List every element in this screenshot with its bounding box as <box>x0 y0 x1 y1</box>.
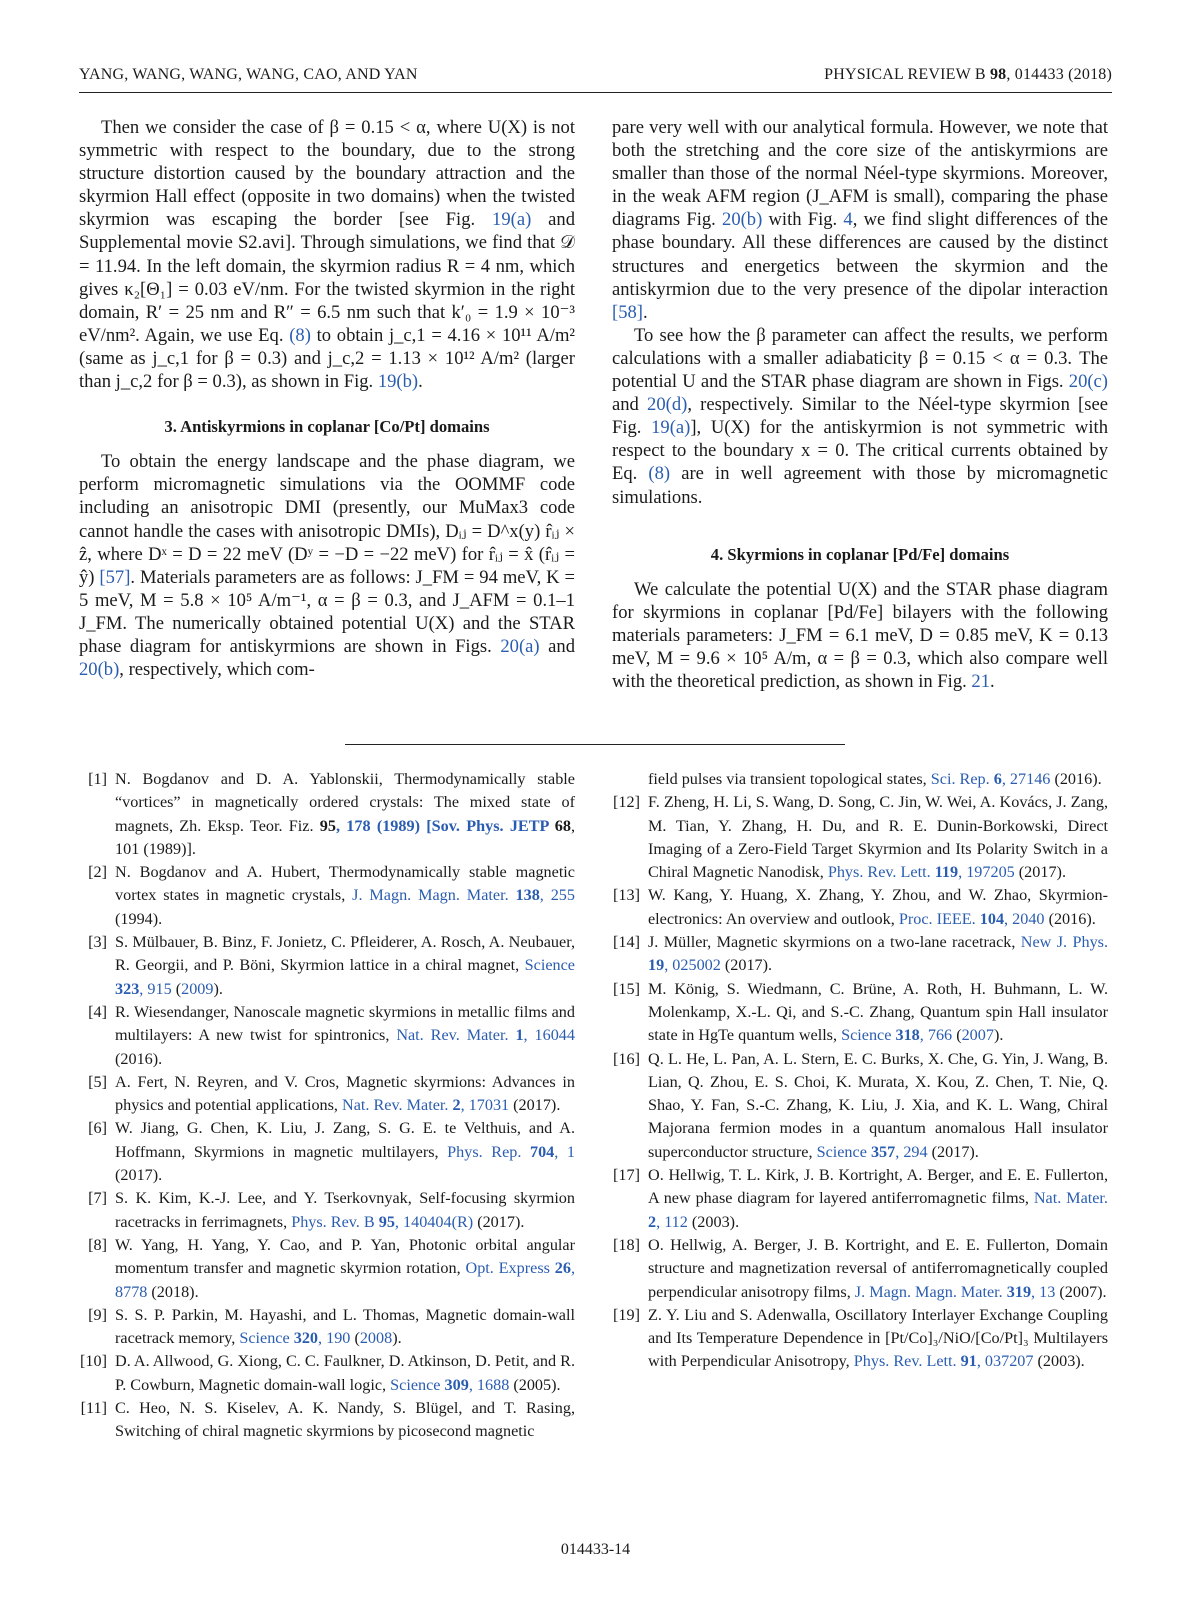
reference-number: [13] <box>613 886 640 905</box>
paragraph-text: pare very well with our analytical formula. However, we note that both the stretching and the core size of the antiskyrmions are smaller than those of the normal Néel-type skyrmions. Moreover, in the weak AFM region (J_AFM is small), comparing the phase diagrams Fig. <box>612 117 1108 231</box>
citation-link[interactable]: New J. Phys. <box>1020 933 1109 952</box>
reference-item <box>612 1304 1108 1374</box>
reference-segment: N. Bogdanov and D. A. Yablonskii, Thermodynamically stable “vortices” in magnetically ordered crystals: The mixed state of magnets, Zh. Eksp. Teor. Fiz. <box>115 770 575 835</box>
reference-item <box>79 1397 575 1444</box>
citation-link[interactable]: , 190 <box>318 1329 351 1348</box>
reference-segment: R. Wiesendanger, Nanoscale magnetic skyrmions in metallic films and multilayers: A new twist for spintronics, <box>115 1002 575 1045</box>
citation-link[interactable]: , 140404(R) <box>394 1212 474 1231</box>
citation-link[interactable]: Opt. Express <box>465 1259 555 1278</box>
reference-item <box>79 1187 575 1234</box>
cross-reference-link[interactable]: 20(b) <box>722 209 763 231</box>
paragraph <box>612 324 1108 509</box>
reference-text <box>115 1001 575 1071</box>
reference-segment: S. Mülbauer, B. Binz, F. Jonietz, C. Pfleiderer, A. Rosch, A. Neubauer, R. Georgii, and P. Böni, Skyrmion lattice in a chiral magnet, <box>115 933 575 975</box>
reference-text <box>648 1164 1108 1234</box>
reference-number: [11] <box>80 1399 107 1418</box>
reference-item <box>79 1304 575 1351</box>
paragraph-text: to obtain j_c,1 = 4.16 × 10¹¹ A/m² (same as j_c,1 for β = 0.3) and j_c,2 = 1.13 × 10¹² A/m² (larger than j_c,2 for β = 0.3), as shown in Fig. <box>79 324 575 393</box>
reference-text <box>115 1234 575 1304</box>
reference-text <box>115 1117 575 1187</box>
page-number: 014433-14 <box>560 1541 631 1558</box>
reference-text <box>115 1350 575 1397</box>
cross-reference-link[interactable]: 20(d) <box>647 394 688 416</box>
reference-text <box>648 1234 1108 1304</box>
citation-link[interactable]: 2009 <box>181 979 214 998</box>
reference-item <box>612 1048 1108 1164</box>
reference-segment: C. Heo, N. S. Kiselev, A. K. Nandy, S. Blügel, and T. Rasing, Switching of chiral magnetic skyrmions by picosecond magnetic <box>115 1399 575 1441</box>
cross-reference-link[interactable]: 4 <box>843 209 853 231</box>
reference-segment: ( <box>952 1026 962 1045</box>
references-right <box>612 768 1108 1374</box>
reference-segment: W. Yang, H. Yang, Y. Cao, and P. Yan, Photonic orbital angular momentum transfer and magnetic skyrmion rotation, <box>115 1235 575 1278</box>
reference-item <box>612 931 1108 978</box>
citation-link[interactable]: Sci. Rep. <box>930 770 994 788</box>
citation-link[interactable]: 704 <box>529 1142 555 1161</box>
citation-link[interactable]: , 2040 <box>1004 909 1045 928</box>
paragraph-text: and Supplemental movie S2.avi]. Through simulations, we find that 𝒟 = 11.94. In the left domain, the skyrmion radius R = 4 nm, which gives κ₂[Θ₁] = 0.03 eV/nm. For the twisted skyrmion in the right domain, R′ = 25 nm and R″ = 6.5 nm such that k′₀ = 1.9 × 10⁻³ eV/nm². Again, we use Eq. <box>79 209 575 346</box>
citation-link[interactable]: 320 <box>293 1329 319 1348</box>
citation-link[interactable]: Phys. Rev. Lett. <box>853 1352 961 1371</box>
reference-text <box>115 768 575 861</box>
reference-segment: (2003). <box>687 1212 740 1231</box>
paragraph-text: . Materials parameters are as follows: J_FM = 94 meV, K = 5 meV, M = 5.8 × 10⁵ A/m⁻¹, α = β = 0.3, and J_AFM = 0.1–1 J_FM. The numerically obtained potential U(X) and the STAR phase diagram for antiskyrmions are shown in Figs. <box>79 566 575 657</box>
cross-reference-link[interactable]: (8) <box>289 324 311 346</box>
citation-link[interactable]: 323 <box>115 979 140 998</box>
cross-reference-link[interactable]: 21 <box>971 671 991 693</box>
reference-segment: F. Zheng, H. Li, S. Wang, D. Song, C. Jin, W. Wei, A. Kovács, J. Zang, M. Tian, Y. Zhang, H. Du, and R. E. Dunin-Borkowski, Direct Imaging of a Zero-Field Target Skyrmion and Its Polarity Switch in a Chiral Magnetic Nanodisk, <box>648 793 1108 882</box>
citation-link[interactable]: J. Magn. Magn. Mater. <box>352 886 516 905</box>
reference-text <box>648 1304 1108 1374</box>
reference-segment: (2017). <box>473 1212 525 1231</box>
citation-link[interactable]: 318 <box>895 1026 920 1045</box>
paragraph-text: To obtain the energy landscape and the phase diagram, we perform micromagnetic simulations via the OOMMF code including an anisotropic DMI (presently, our MuMax3 code cannot handle the cases with anisotropic DMIs), Dᵢⱼ = D^x(y) r̂ᵢⱼ × ẑ, where Dˣ = D = 22 meV (Dʸ = −D = −22 meV) for r̂ᵢⱼ = x̂ (r̂ᵢⱼ = ŷ) <box>79 451 575 588</box>
paragraph-text: with Fig. <box>762 209 844 231</box>
reference-item <box>79 1001 575 1071</box>
body-left-column <box>79 116 575 681</box>
citation-link[interactable]: Nat. Rev. Mater. <box>342 1096 453 1115</box>
citation-link[interactable]: , 197205 <box>958 863 1015 882</box>
citation-link[interactable]: 2 <box>452 1096 461 1115</box>
reference-segment: (2017). <box>1014 863 1066 882</box>
citation-link[interactable]: , 16044 <box>523 1026 575 1045</box>
citation-link[interactable]: , 1688 <box>468 1375 510 1394</box>
reference-segment: (2017). <box>509 1096 561 1115</box>
citation-link[interactable]: 91 <box>960 1352 977 1371</box>
reference-number: [14] <box>613 933 640 952</box>
citation-link[interactable]: 2007 <box>961 1026 994 1045</box>
citation-link[interactable]: , 915 <box>139 979 172 998</box>
reference-segment: S. S. P. Parkin, M. Hayashi, and L. Thomas, Magnetic domain-wall racetrack memory, <box>115 1305 575 1348</box>
citation-link[interactable]: Science <box>841 1026 896 1045</box>
reference-number: [10] <box>80 1352 107 1371</box>
reference-number: [7] <box>88 1189 107 1208</box>
reference-segment: (2017). <box>927 1142 979 1161</box>
reference-number: [6] <box>88 1119 107 1138</box>
citation-link[interactable]: , 112 <box>656 1212 688 1231</box>
reference-number: [9] <box>88 1305 107 1324</box>
reference-item <box>79 861 575 931</box>
reference-segment: (1994). <box>115 909 163 928</box>
cross-reference-link[interactable]: 19(a) <box>492 209 532 231</box>
cross-reference-link[interactable]: 19(b) <box>377 371 419 393</box>
reference-segment: A. Fert, N. Reyren, and V. Cros, Magnetic skyrmions: Advances in physics and potential applications, <box>115 1072 575 1115</box>
section-heading: 3. Antiskyrmions in coplanar [Co/Pt] domains <box>164 417 490 437</box>
reference-text <box>115 1304 575 1351</box>
paragraph-text: To see how the β parameter can affect the results, we perform calculations with a smaller adiabaticity β = 0.15 < α = 0.3. The potential U and the STAR phase diagram are shown in Figs. <box>612 324 1108 393</box>
citation-link[interactable]: 309 <box>444 1375 469 1394</box>
reference-item <box>612 884 1108 931</box>
running-header <box>79 66 1112 93</box>
reference-number: [18] <box>613 1235 640 1254</box>
cross-reference-link[interactable]: (8) <box>648 463 671 485</box>
paragraph-text: Then we consider the case of β = 0.15 < α, where U(X) is not symmetric with respect to the boundary, due to the strong structure distortion caused by the boundary attraction and the skyrmion Hall effect (opposite in two domains) when the twisted skyrmion was escaping the border [see Fig. <box>79 117 575 231</box>
citation-link[interactable]: , 8778 <box>115 1259 576 1301</box>
reference-number: [15] <box>613 979 640 998</box>
citation-link[interactable]: Science <box>239 1329 294 1348</box>
citation-link[interactable]: , 037207 <box>976 1352 1034 1371</box>
reference-text <box>648 768 1108 791</box>
reference-segment: (2018). <box>147 1282 199 1301</box>
citation-link[interactable]: Nat. Rev. Mater. <box>396 1026 516 1045</box>
citation-link[interactable]: Phys. Rep. <box>447 1142 530 1161</box>
reference-segment: N. Bogdanov and A. Hubert, Thermodynamically stable magnetic vortex states in magnetic crystals, <box>115 863 575 905</box>
paragraph-text: . <box>418 371 423 393</box>
reference-text <box>648 1048 1108 1164</box>
reference-segment: M. König, S. Wiedmann, C. Brüne, A. Roth, H. Buhmann, L. W. Molenkamp, X.-L. Qi, and S.-C. Zhang, Quantum spin Hall insulator state in HgTe quantum wells, <box>648 979 1108 1045</box>
citation-link[interactable]: Phys. Rev. B <box>291 1212 379 1231</box>
citation-link[interactable]: , 294 <box>895 1142 928 1161</box>
reference-segment: (2005). <box>509 1375 561 1394</box>
reference-text <box>115 861 575 931</box>
reference-item <box>79 1071 575 1118</box>
reference-number: [4] <box>88 1002 107 1021</box>
reference-item <box>612 1164 1108 1234</box>
reference-text <box>115 931 575 1001</box>
citation-link[interactable]: , 178 (1989) [Sov. Phys. JETP <box>335 816 555 835</box>
volume-number: 95 <box>319 816 336 835</box>
cross-reference-link[interactable]: 19(a) <box>651 417 691 439</box>
reference-number: [1] <box>88 770 107 788</box>
reference-segment: W. Kang, Y. Huang, X. Zhang, Y. Zhou, and W. Zhao, Skyrmion-electronics: An overview and outlook, <box>648 886 1108 928</box>
reference-item <box>79 768 575 861</box>
citation-link[interactable]: 138 <box>515 886 540 905</box>
reference-segment: ( <box>350 1329 360 1348</box>
citation-link[interactable]: 19 <box>648 956 665 975</box>
reference-segment: (2016). <box>1044 909 1096 928</box>
paragraph <box>612 578 1108 693</box>
citation-link[interactable]: 119 <box>934 863 959 882</box>
reference-segment: J. Müller, Magnetic skyrmions on a two-lane racetrack, <box>648 933 1021 952</box>
cross-reference-link[interactable]: [58] <box>612 301 643 323</box>
citation-link[interactable]: , 255 <box>539 886 575 905</box>
volume-number: 68 <box>554 816 571 835</box>
header-authors: YANG, WANG, WANG, WANG, CAO, AND YAN <box>79 66 418 83</box>
citation-link[interactable]: Science <box>816 1142 871 1161</box>
reference-number: [19] <box>613 1305 640 1324</box>
reference-number: [8] <box>88 1235 107 1254</box>
reference-text <box>115 1397 575 1444</box>
reference-segment: S. K. Kim, K.-J. Lee, and Y. Tserkovnyak, Self-focusing skyrmion racetracks in ferrimagnets, <box>115 1189 575 1231</box>
paragraph <box>612 116 1108 324</box>
paragraph <box>79 450 575 681</box>
cross-reference-link[interactable]: [57] <box>99 566 131 588</box>
reference-segment: (2007). <box>1055 1282 1107 1301</box>
citation-link[interactable]: , 17031 <box>460 1096 510 1115</box>
paragraph-text: and <box>539 635 576 657</box>
reference-segment: O. Hellwig, A. Berger, J. B. Kortright, and E. E. Fullerton, Domain structure and magnetization reversal of antiferromagnetically coupled perpendicular anisotropy films, <box>648 1235 1108 1301</box>
citation-link[interactable]: , 1 <box>554 1142 575 1161</box>
paragraph-text: , respectively, which com- <box>119 659 315 681</box>
reference-segment: W. Jiang, G. Chen, K. Liu, J. Zang, S. G. E. te Velthuis, and A. Hoffmann, Skyrmions in magnetic multilayers, <box>115 1119 575 1161</box>
reference-number: [5] <box>88 1072 107 1091</box>
citation-link[interactable]: J. Magn. Magn. Mater. <box>854 1282 1007 1301</box>
citation-link[interactable]: 319 <box>1006 1282 1032 1301</box>
reference-item <box>79 1350 575 1397</box>
reference-text <box>115 1071 575 1118</box>
reference-segment: (2016). <box>115 1049 163 1068</box>
reference-number: [17] <box>613 1166 640 1185</box>
citation-link[interactable]: Phys. Rev. Lett. <box>827 863 935 882</box>
citation-link[interactable]: , 27146 <box>1001 770 1051 788</box>
reference-item <box>79 1234 575 1304</box>
paragraph-text: ], U(X) for the antiskyrmion is not symmetric with respect to the boundary x = 0. The critical currents obtained by Eq. <box>612 417 1108 485</box>
reference-text <box>648 931 1108 978</box>
header-journal: PHYSICAL REVIEW B 98, 014433 (2018) <box>824 66 1112 83</box>
reference-segment: (2017). <box>720 956 773 975</box>
reference-segment: (2016). <box>1050 770 1102 788</box>
citation-link[interactable]: 357 <box>870 1142 896 1161</box>
citation-link[interactable]: Science <box>524 956 575 975</box>
reference-number: [2] <box>88 863 107 882</box>
reference-text <box>648 791 1108 884</box>
reference-item <box>79 1117 575 1187</box>
reference-item <box>612 768 1108 791</box>
references-left <box>79 768 575 1444</box>
citation-link[interactable]: 1 <box>515 1026 524 1045</box>
citation-link[interactable]: , 025002 <box>664 956 721 975</box>
citation-link[interactable]: 2 <box>648 1212 657 1231</box>
citation-link[interactable]: , 13 <box>1031 1282 1056 1301</box>
cross-reference-link[interactable]: 20(a) <box>500 635 540 657</box>
reference-text <box>648 978 1108 1048</box>
paragraph-text: and <box>612 394 648 416</box>
paragraph-text: . <box>990 671 995 693</box>
citation-link[interactable]: 104 <box>979 909 1005 928</box>
reference-segment: ). <box>213 979 223 998</box>
reference-item <box>612 1234 1108 1304</box>
paragraph-text: . <box>642 301 648 323</box>
citation-link[interactable]: Science <box>390 1375 445 1394</box>
reference-segment: O. Hellwig, T. L. Kirk, J. B. Kortright, A. Berger, and E. E. Fullerton, A new phase diagram for layered antiferromagnetic films, <box>648 1166 1108 1208</box>
reference-text <box>648 884 1108 931</box>
reference-segment: Q. L. He, L. Pan, A. L. Stern, E. C. Burks, X. Che, G. Yin, J. Wang, B. Lian, Q. Zhou, E. S. Choi, K. Murata, X. Kou, Z. Chen, T. Nie, Q. Shao, Y. Fan, S.-C. Zhang, K. Liu, J. Xia, and K. L. Wang, Chiral Majorana fermion modes in a quantum anomalous Hall insulator superconductor structure, <box>648 1049 1108 1161</box>
references-divider <box>345 744 845 745</box>
citation-link[interactable]: 2008 <box>359 1329 393 1348</box>
reference-segment: ( <box>171 979 182 998</box>
paragraph-text: , we find slight differences of the phase boundary. All these differences are caused by the distinct structures and energetics between the skyrmion and the antiskyrmion due to the very presence of the dipolar interaction <box>612 209 1108 300</box>
citation-link[interactable]: 6 <box>993 770 1002 788</box>
citation-link[interactable]: Nat. Mater. <box>1033 1189 1108 1208</box>
reference-segment: Z. Y. Liu and S. Adenwalla, Oscillatory Interlayer Exchange Coupling and Its Temperature Dependence in [Pt/Co]₃/NiO/[Co/Pt]₃ Multilayers with Perpendicular Anisotropy, <box>648 1305 1108 1371</box>
section-heading: 4. Skyrmions in coplanar [Pd/Fe] domains <box>710 544 1010 564</box>
reference-item <box>612 791 1108 884</box>
citation-link[interactable]: , 766 <box>919 1026 953 1045</box>
reference-number: [16] <box>613 1049 640 1068</box>
reference-number: [3] <box>88 933 107 952</box>
reference-segment: ). <box>392 1329 402 1348</box>
paragraph-text: are in well agreement with those by micromagnetic simulations. <box>612 463 1109 508</box>
paragraph <box>79 116 575 393</box>
reference-item <box>612 978 1108 1048</box>
reference-segment: , 101 (1989)]. <box>115 816 576 858</box>
reference-segment: field pulses via transient topological states, <box>648 770 931 788</box>
citation-link[interactable]: Proc. IEEE. <box>898 909 980 928</box>
reference-segment: (2003). <box>1033 1352 1085 1371</box>
paragraph-text: , respectively. Similar to the Néel-type skyrmion [see Fig. <box>612 394 1108 439</box>
body-right-column <box>612 116 1108 693</box>
cross-reference-link[interactable]: 20(c) <box>1068 371 1108 393</box>
reference-segment: D. A. Allwood, G. Xiong, C. C. Faulkner, D. Atkinson, D. Petit, and R. P. Cowburn, Magnetic domain-wall logic, <box>115 1352 575 1394</box>
citation-link[interactable]: 95 <box>378 1212 395 1231</box>
reference-number: [12] <box>613 793 640 812</box>
cross-reference-link[interactable]: 20(b) <box>79 659 120 681</box>
reference-text <box>115 1187 575 1234</box>
paragraph-text: We calculate the potential U(X) and the STAR phase diagram for skyrmions in coplanar [Pd/Fe] bilayers with the following materials parameters: J_FM = 6.1 meV, D = 0.85 meV, K = 0.13 meV, M = 9.6 × 10⁵ A/m, α = β = 0.3, which also compare well with the theoretical prediction, as shown in Fig. <box>612 578 1108 693</box>
citation-link[interactable]: 26 <box>554 1259 571 1278</box>
reference-segment: ). <box>993 1026 1004 1045</box>
reference-item <box>79 931 575 1001</box>
reference-segment: (2017). <box>115 1166 163 1185</box>
